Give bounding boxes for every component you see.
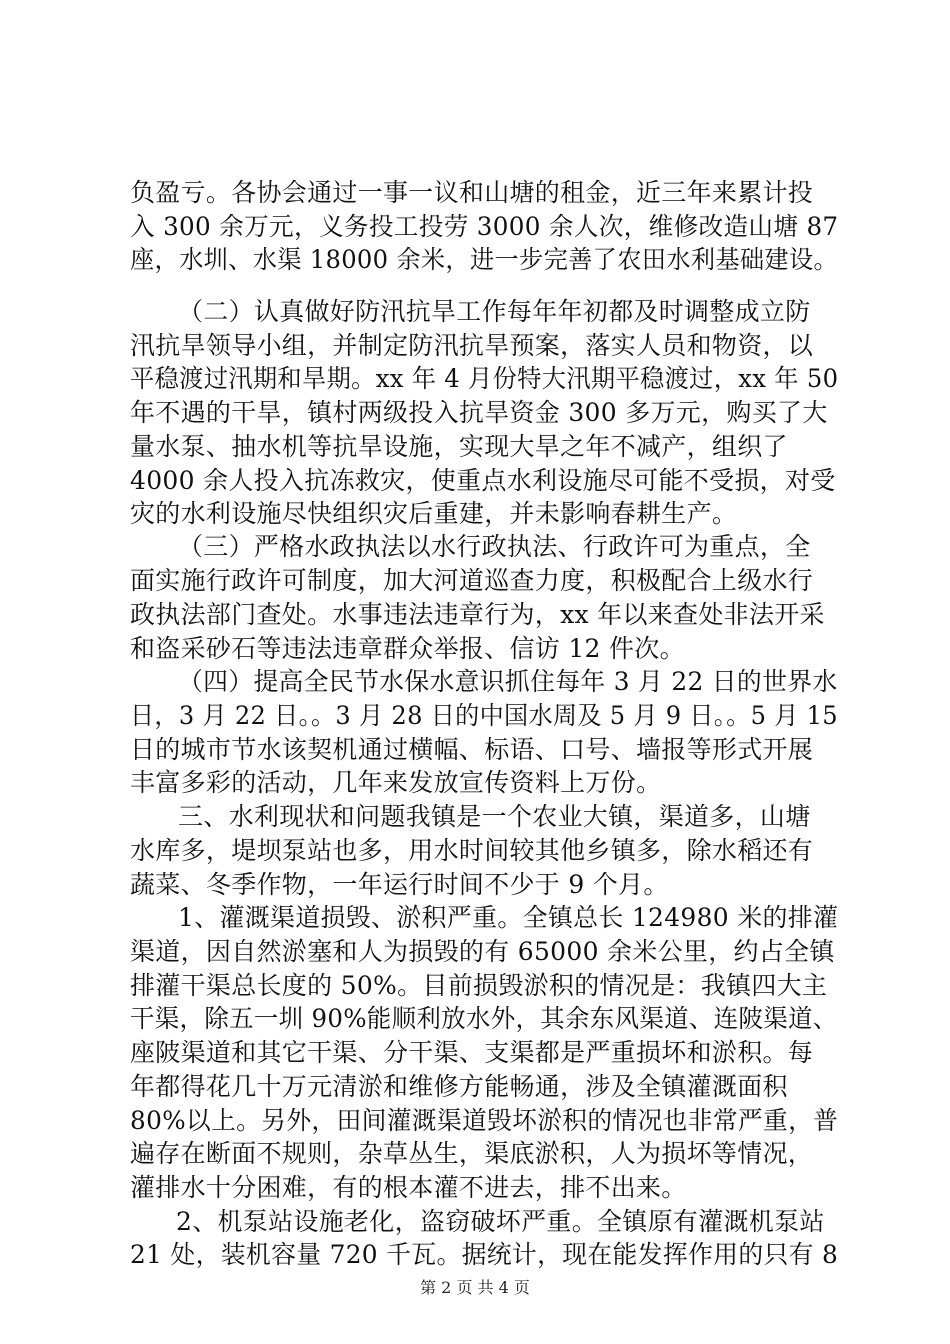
body-line: 日，3 月 22 日。。3 月 28 日的中国水周及 5 月 9 日。。5 月 15 xyxy=(130,701,838,730)
body-line: 丰富多彩的活动，几年来发放宣传资料上万份。 xyxy=(130,768,662,797)
body-line: 平稳渡过汛期和旱期。xx 年 4 月份特大汛期平稳渡过，xx 年 50 xyxy=(130,364,839,393)
body-line: 灾的水利设施尽快组织灾后重建，并未影响春耕生产。 xyxy=(130,499,738,528)
body-line: 三、水利现状和问题我镇是一个农业大镇，渠道多，山塘 xyxy=(178,802,811,831)
body-line: 21 处，装机容量 720 千瓦。据统计，现在能发挥作用的只有 8 xyxy=(130,1240,839,1269)
body-line: （三）严格水政执法以水行政执法、行政许可为重点，全 xyxy=(178,532,811,561)
body-line: 蔬菜、冬季作物，一年运行时间不少于 9 个月。 xyxy=(130,870,669,899)
body-line: （四）提高全民节水保水意识抓住每年 3 月 22 日的世界水 xyxy=(178,667,838,696)
body-line: 座，水圳、水渠 18000 余米，进一步完善了农田水利基础建设。 xyxy=(130,245,839,274)
body-line: 政执法部门查处。水事违法违章行为，xx 年以来查处非法开采 xyxy=(130,600,825,629)
body-line: 量水泵、抽水机等抗旱设施，实现大旱之年不减产，组织了 xyxy=(130,432,788,461)
body-line: 年都得花几十万元清淤和维修方能畅通，涉及全镇灌溉面积 xyxy=(130,1072,788,1101)
body-line: 座陂渠道和其它干渠、分干渠、支渠都是严重损坏和淤积。每 xyxy=(130,1038,814,1067)
body-line: 排灌干渠总长度的 50%。目前损毁淤积的情况是：我镇四大主 xyxy=(130,971,828,1000)
body-line: 1、灌溉渠道损毁、淤积严重。全镇总长 124980 米的排灌 xyxy=(178,903,839,932)
body-line: 日的城市节水该契机通过横幅、标语、口号、墙报等形式开展 xyxy=(130,735,814,764)
body-line: 遍存在断面不规则，杂草丛生，渠底淤积，人为损坏等情况， xyxy=(130,1139,814,1168)
body-line: 2、机泵站设施老化，盗窃破坏严重。全镇原有灌溉机泵站 xyxy=(176,1207,825,1236)
body-line: 80%以上。另外，田间灌溉渠道毁坏淤积的情况也非常严重，普 xyxy=(130,1106,839,1135)
body-line: 渠道，因自然淤塞和人为损毁的有 65000 余米公里，约占全镇 xyxy=(130,937,835,966)
body-line: 年不遇的干旱，镇村两级投入抗旱资金 300 多万元，购买了大 xyxy=(130,398,828,427)
body-line: 和盗采砂石等违法违章群众举报、信访 12 件次。 xyxy=(130,634,685,663)
body-line: 4000 余人投入抗冻救灾，使重点水利设施尽可能不受损，对受 xyxy=(130,466,836,495)
body-line: 干渠，除五一圳 90%能顺利放水外，其余东风渠道、连陂渠道、 xyxy=(130,1004,838,1033)
body-line: 面实施行政许可制度，加大河道巡查力度，积极配合上级水行 xyxy=(130,566,814,595)
body-line: （二）认真做好防汛抗旱工作每年年初都及时调整成立防 xyxy=(178,297,811,326)
body-line: 水库多，堤坝泵站也多，用水时间较其他乡镇多，除水稻还有 xyxy=(130,836,814,865)
body-line: 汛抗旱领导小组，并制定防汛抗旱预案，落实人员和物资，以 xyxy=(130,331,814,360)
body-line: 入 300 余万元，义务投工投劳 3000 余人次，维修改造山塘 87 xyxy=(130,212,839,241)
body-line: 负盈亏。各协会通过一事一议和山塘的租金，近三年来累计投 xyxy=(130,178,814,207)
body-line: 灌排水十分困难，有的根本灌不进去，排不出来。 xyxy=(130,1173,687,1202)
page-number-footer: 第 2 页 共 4 页 xyxy=(420,1278,530,1297)
